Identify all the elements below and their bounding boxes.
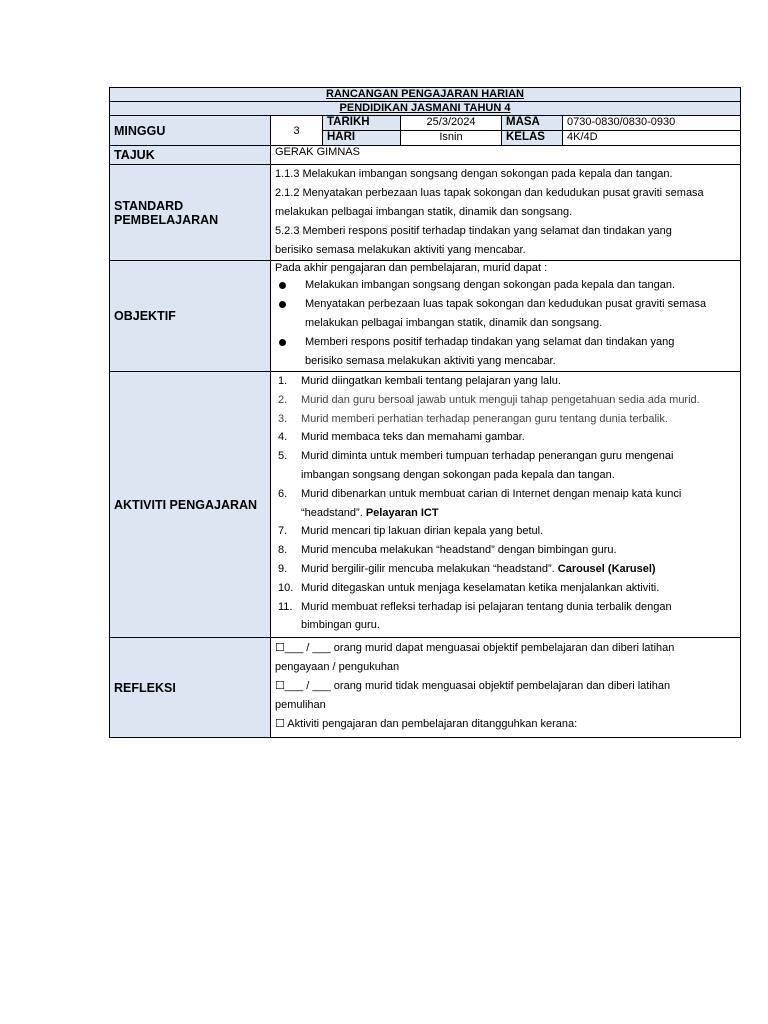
plan-title: RANCANGAN PENGAJARAN HARIAN — [110, 88, 741, 102]
refleksi-content — [271, 638, 741, 738]
bullet-icon — [279, 339, 286, 346]
refleksi-label: REFLEKSI — [110, 638, 271, 738]
list-item: 7. Murid mencari tip lakuan dirian kepala yang betul. — [278, 525, 544, 538]
lesson-plan-table — [109, 87, 741, 738]
minggu-value: 3 — [271, 116, 323, 146]
objektif-intro: Pada akhir pengajaran dan pembelajaran, murid dapat : — [275, 262, 548, 274]
standard-line: 1.1.3 Melakukan imbangan songsang dengan sokongan pada kepala dan tangan. — [275, 168, 673, 180]
list-item: Menyatakan perbezaan luas tapak sokongan dan kedudukan pusat graviti semasa melakukan pelbagai imbangan statik, dinamik dan songsang. — [275, 295, 736, 333]
strategy-label: Carousel (Karusel) — [557, 562, 656, 575]
kelas-label: KELAS — [502, 131, 563, 146]
list-item: 1. Murid diingatkan kembali tentang pelajaran yang lalu. — [278, 375, 561, 387]
list-item: 5. Murid diminta untuk memberi tumpuan terhadap penerangan guru mengenai imbangan songsang dengan sokongan pada kepala dan tangan. — [278, 450, 674, 481]
tajuk-label: TAJUK — [110, 146, 271, 165]
list-item: 11. Murid membuat refleksi terhadap isi pelajaran tentang dunia terbalik dengan bimbingan guru. — [278, 600, 672, 632]
standard-label: STANDARD PEMBELAJARAN — [110, 165, 271, 261]
refleksi-line: pengayaan / pengukuhan — [275, 661, 400, 674]
strategy-label: Pelayaran ICT — [365, 506, 439, 519]
objektif-list — [275, 276, 736, 371]
refleksi-line: ☐___ / ___ orang murid tidak menguasai objektif pembelajaran dan diberi latihan — [275, 680, 671, 693]
refleksi-line: ☐___ / ___ orang murid dapat menguasai objektif pembelajaran dan diberi latihan — [275, 642, 675, 655]
standard-content — [271, 165, 741, 261]
list-item: Memberi respons positif terhadap tindakan yang selamat dan tindakan yang berisiko semasa melakukan aktiviti yang mencabar. — [275, 333, 736, 371]
aktiviti-content — [271, 372, 741, 638]
refleksi-line: pemulihan — [275, 699, 326, 712]
minggu-label: MINGGU — [110, 116, 271, 146]
list-item: 6. Murid dibenarkan untuk membuat carian di Internet dengan menaip kata kunci “headstand”. Pelayaran ICT — [278, 487, 682, 519]
bullet-icon — [279, 301, 286, 308]
standard-line: 2.1.2 Menyatakan perbezaan luas tapak sokongan dan kedudukan pusat graviti semasa — [275, 187, 704, 199]
hari-value: Isnin — [401, 131, 502, 146]
objektif-content — [271, 261, 741, 372]
objektif-label: OBJEKTIF — [110, 261, 271, 372]
masa-value: 0730-0830/0830-0930 — [563, 116, 741, 131]
standard-line: 5.2.3 Memberi respons positif terhadap tindakan yang selamat dan tindakan yang — [275, 225, 672, 237]
lesson-plan-sheet — [109, 87, 740, 738]
list-item: 3. Murid memberi perhatian terhadap penerangan guru tentang dunia terbalik. — [278, 412, 668, 425]
aktiviti-list — [275, 372, 736, 635]
standard-line: melakukan pelbagai imbangan statik, dinamik dan songsang. — [275, 206, 573, 218]
refleksi-line: ☐ Aktiviti pengajaran dan pembelajaran ditangguhkan kerana: — [275, 718, 578, 731]
hari-label: HARI — [323, 131, 401, 146]
tarikh-label: TARIKH — [323, 116, 401, 131]
list-item: Melakukan imbangan songsang dengan sokongan pada kepala dan tangan. — [275, 276, 736, 295]
bullet-icon — [279, 282, 286, 289]
list-item: 9. Murid bergilir-gilir mencuba melakukan “headstand”. Carousel (Karusel) — [278, 562, 656, 575]
kelas-value: 4K/4D — [563, 131, 741, 146]
list-item: 10. Murid ditegaskan untuk menjaga keselamatan ketika menjalankan aktiviti. — [278, 581, 660, 594]
masa-label: MASA — [502, 116, 563, 131]
aktiviti-label: AKTIVITI PENGAJARAN — [110, 372, 271, 638]
standard-line: berisiko semasa melakukan aktiviti yang mencabar. — [275, 244, 526, 256]
list-item: 4. Murid membaca teks dan memahami gambar. — [278, 431, 525, 444]
tarikh-value: 25/3/2024 — [401, 116, 502, 131]
tajuk-value: GERAK GIMNAS — [271, 146, 741, 165]
list-item: 8. Murid mencuba melakukan “headstand” dengan bimbingan guru. — [278, 544, 617, 557]
list-item: 2. Murid dan guru bersoal jawab untuk menguji tahap pengetahuan sedia ada murid. — [278, 393, 700, 406]
plan-subtitle: PENDIDIKAN JASMANI TAHUN 4 — [110, 102, 741, 116]
